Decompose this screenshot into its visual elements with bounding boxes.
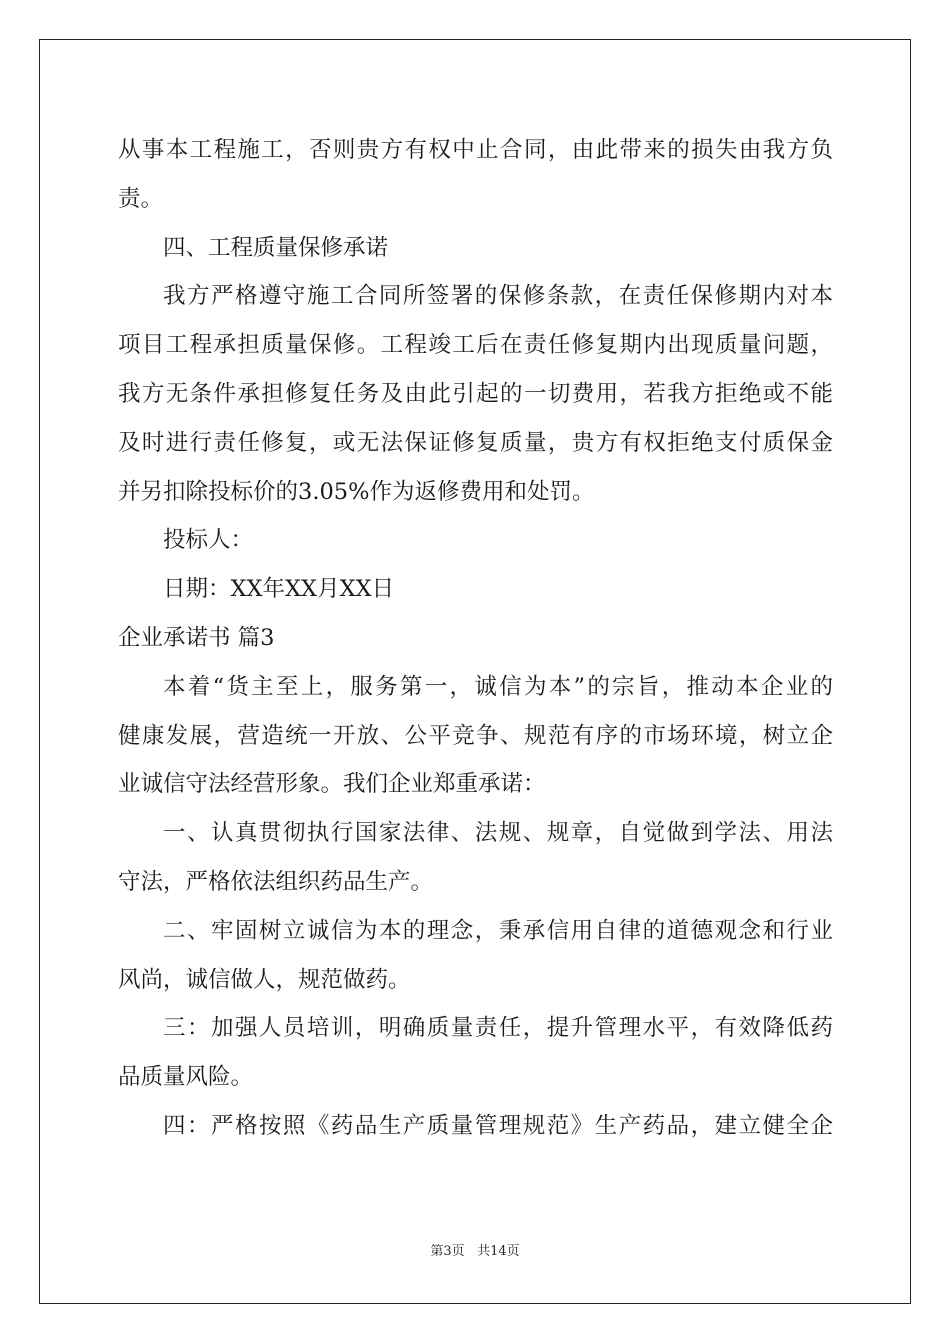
text-line: 品质量风险。 <box>118 1064 254 1091</box>
text-line: 风尚，诚信做人，规范做药。 <box>118 966 411 993</box>
text-line: 二、牢固树立诚信为本的理念，秉承信用自律的道德观念和行业 <box>163 917 833 944</box>
text-line: 守法，严格依法组织药品生产。 <box>118 868 434 895</box>
text-line: 及时进行责任修复，或无法保证修复质量，贵方有权拒绝支付质保金 <box>118 429 833 456</box>
text-line: 三：加强人员培训，明确质量责任，提升管理水平，有效降低药 <box>163 1015 833 1042</box>
document-title: 企业承诺书 篇3 <box>118 624 275 651</box>
section-heading: 四、工程质量保修承诺 <box>163 234 389 261</box>
text-line: 我方无条件承担修复任务及由此引起的一切费用，若我方拒绝或不能 <box>118 380 833 407</box>
text-line: 并另扣除投标价的3.05%作为返修费用和处罚。 <box>118 478 595 505</box>
document-body <box>118 126 833 1151</box>
text-line: 一、认真贯彻执行国家法律、法规、规章，自觉做到学法、用法 <box>163 820 833 847</box>
page-footer <box>0 1240 950 1259</box>
text-line: 我方严格遵守施工合同所签署的保修条款，在责任保修期内对本 <box>163 283 833 310</box>
text-line: 本着“货主至上，服务第一，诚信为本”的宗旨，推动本企业的 <box>163 673 833 700</box>
bidder-label: 投标人： <box>163 527 254 554</box>
text-line: 从事本工程施工，否则贵方有权中止合同，由此带来的损失由我方负 <box>118 137 833 163</box>
text-line: 项目工程承担质量保修。工程竣工后在责任修复期内出现质量问题， <box>118 332 833 359</box>
text-line: 四：严格按照《药品生产质量管理规范》生产药品，建立健全企 <box>163 1112 833 1139</box>
page-total: 共14页 <box>477 1244 520 1259</box>
text-line: 责。 <box>118 185 164 212</box>
date-line: 日期：XX年XX月XX日 <box>163 576 395 603</box>
page-number: 第3页 <box>430 1244 465 1259</box>
text-line: 健康发展，营造统一开放、公平竞争、规范有序的市场环境，树立企 <box>118 722 833 749</box>
text-line: 业诚信守法经营形象。我们企业郑重承诺： <box>118 771 546 798</box>
